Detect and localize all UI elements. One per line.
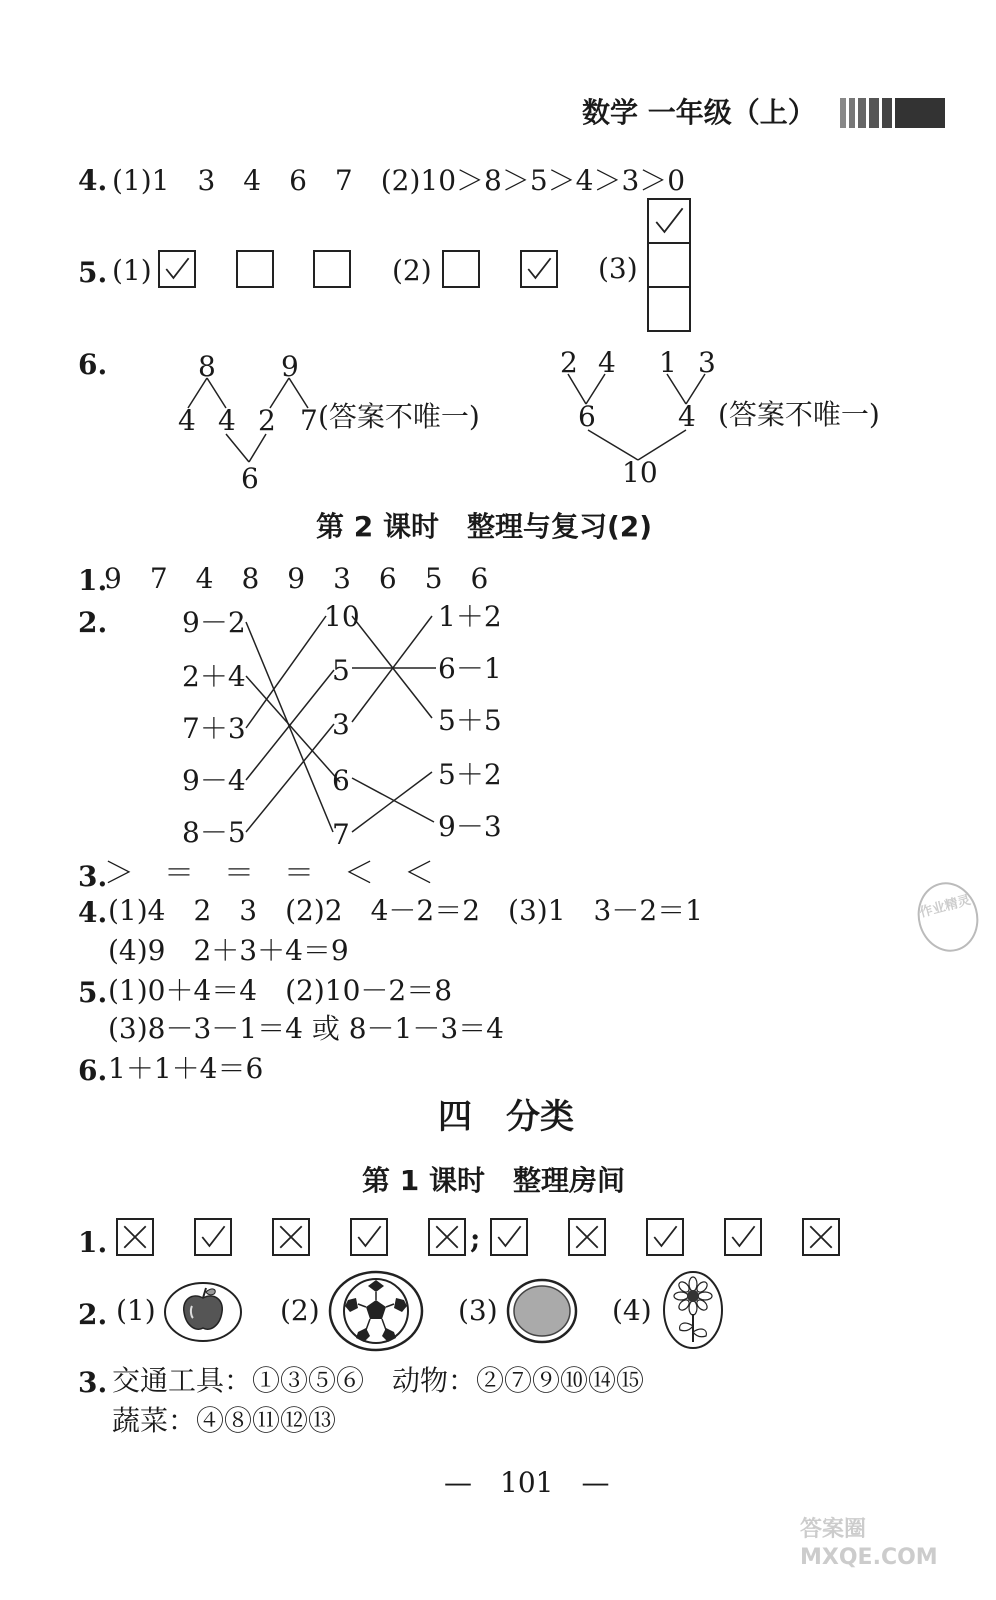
match-mid-item: 10 bbox=[324, 600, 360, 633]
q2-label: (1) bbox=[116, 1294, 156, 1327]
u4-q3-line2: 蔬菜：④⑧⑪⑫⑬ bbox=[112, 1404, 337, 1437]
header-title: 数学 一年级（上） bbox=[582, 96, 816, 129]
match-right-item: 9－3 bbox=[438, 810, 502, 843]
l2-q4-line1: (1)4 2 3 (2)2 4－2＝2 (3)1 3－2＝1 bbox=[108, 894, 703, 927]
q6-right-top: 4 bbox=[598, 346, 616, 379]
circle-icon bbox=[506, 1278, 578, 1344]
match-mid-item: 3 bbox=[332, 708, 350, 741]
l2-q2-number: 2. bbox=[78, 606, 108, 639]
q5-part3-label: (3) bbox=[598, 252, 638, 285]
match-left-item: 7＋3 bbox=[182, 712, 246, 745]
match-left-item: 9－2 bbox=[182, 606, 246, 639]
stamp-watermark: 作业精灵 bbox=[910, 875, 986, 958]
q2-label: (4) bbox=[612, 1294, 652, 1327]
q4-number: 4. bbox=[78, 164, 108, 197]
q6-left-mid: 7 bbox=[300, 404, 318, 437]
q6-right-top: 1 bbox=[659, 346, 677, 379]
sunflower-icon bbox=[662, 1270, 724, 1350]
lesson2-title: 第 2 课时 整理与复习(2) bbox=[316, 510, 653, 543]
l2-q5-line1: (1)0＋4＝4 (2)10－2＝8 bbox=[108, 974, 453, 1007]
q1-box-cross bbox=[428, 1218, 466, 1256]
soccer-ball-icon bbox=[328, 1270, 424, 1352]
q6-right-bottom: 10 bbox=[622, 456, 658, 489]
q5-number: 5. bbox=[78, 256, 108, 289]
q1-box-cross bbox=[568, 1218, 606, 1256]
q4-answer: (1)1 3 4 6 7 (2)10＞8＞5＞4＞3＞0 bbox=[112, 164, 686, 197]
match-left-item: 2＋4 bbox=[182, 660, 246, 693]
q6-left-top: 8 bbox=[198, 350, 216, 383]
q1-box-check bbox=[646, 1218, 684, 1256]
match-mid-item: 7 bbox=[332, 818, 350, 851]
q2-label: (2) bbox=[280, 1294, 320, 1327]
match-mid-item: 5 bbox=[332, 654, 350, 687]
q6-right-mid: 6 bbox=[578, 400, 596, 433]
q6-note: (答案不唯一) bbox=[718, 398, 880, 431]
q6-left-top: 9 bbox=[281, 350, 299, 383]
site-watermark: 答案圈 MXQE.COM bbox=[800, 1517, 938, 1570]
q1-box-cross bbox=[802, 1218, 840, 1256]
q5-part1-label: (1) bbox=[112, 254, 152, 287]
unit-title: 四 分类 bbox=[438, 1097, 574, 1137]
q1-box-cross bbox=[272, 1218, 310, 1256]
l2-q3-number: 3. bbox=[78, 860, 108, 893]
u4-q1-number: 1. bbox=[78, 1226, 108, 1259]
l2-q6-answer: 1＋1＋4＝6 bbox=[108, 1052, 264, 1085]
q6-right-mid: 4 bbox=[678, 400, 696, 433]
q5-part2-label: (2) bbox=[392, 254, 432, 287]
q2-label: (3) bbox=[458, 1294, 498, 1327]
q1-box-check bbox=[724, 1218, 762, 1256]
apple-icon bbox=[162, 1280, 244, 1344]
l2-q4-line2: (4)9 2＋3＋4＝9 bbox=[108, 934, 349, 967]
match-right-item: 5＋5 bbox=[438, 704, 502, 737]
match-right-item: 1＋2 bbox=[438, 600, 502, 633]
l2-q1-answer: 9 7 4 8 9 3 6 5 6 bbox=[104, 562, 489, 595]
q1-box-cross bbox=[116, 1218, 154, 1256]
q1-box-check bbox=[350, 1218, 388, 1256]
u4-q2-number: 2. bbox=[78, 1298, 108, 1331]
q6-left-mid: 4 bbox=[218, 404, 236, 437]
q1-box-check bbox=[194, 1218, 232, 1256]
u4-q3-number: 3. bbox=[78, 1366, 108, 1399]
page-number: — 101 — bbox=[444, 1466, 610, 1499]
q6-left-bottom: 6 bbox=[241, 462, 259, 495]
q1-separator: ; bbox=[470, 1222, 481, 1255]
u4-q3-line1: 交通工具：①③⑤⑥ 动物：②⑦⑨⑩⑭⑮ bbox=[112, 1364, 645, 1397]
l2-q5-line2: (3)8－3－1＝4 或 8－1－3＝4 bbox=[108, 1012, 504, 1045]
l2-q1-number: 1. bbox=[78, 564, 108, 597]
match-right-item: 6－1 bbox=[438, 652, 502, 685]
q1-box-check bbox=[490, 1218, 528, 1256]
l2-q5-number: 5. bbox=[78, 976, 108, 1009]
match-right-item: 5＋2 bbox=[438, 758, 502, 791]
match-mid-item: 6 bbox=[332, 764, 350, 797]
l2-q6-number: 6. bbox=[78, 1054, 108, 1087]
q6-note: (答案不唯一) bbox=[318, 400, 480, 433]
q6-right-top: 3 bbox=[698, 346, 716, 379]
l2-q4-number: 4. bbox=[78, 896, 108, 929]
l2-q3-answer: ＞ ＝ ＝ ＝ ＜ ＜ bbox=[104, 856, 434, 891]
match-left-item: 8－5 bbox=[182, 816, 246, 849]
unit-lesson-title: 第 1 课时 整理房间 bbox=[362, 1164, 625, 1197]
q6-left-mid: 4 bbox=[178, 404, 196, 437]
q6-right-top: 2 bbox=[560, 346, 578, 379]
q6-left-mid: 2 bbox=[258, 404, 276, 437]
q6-number: 6. bbox=[78, 348, 108, 381]
match-left-item: 9－4 bbox=[182, 764, 246, 797]
